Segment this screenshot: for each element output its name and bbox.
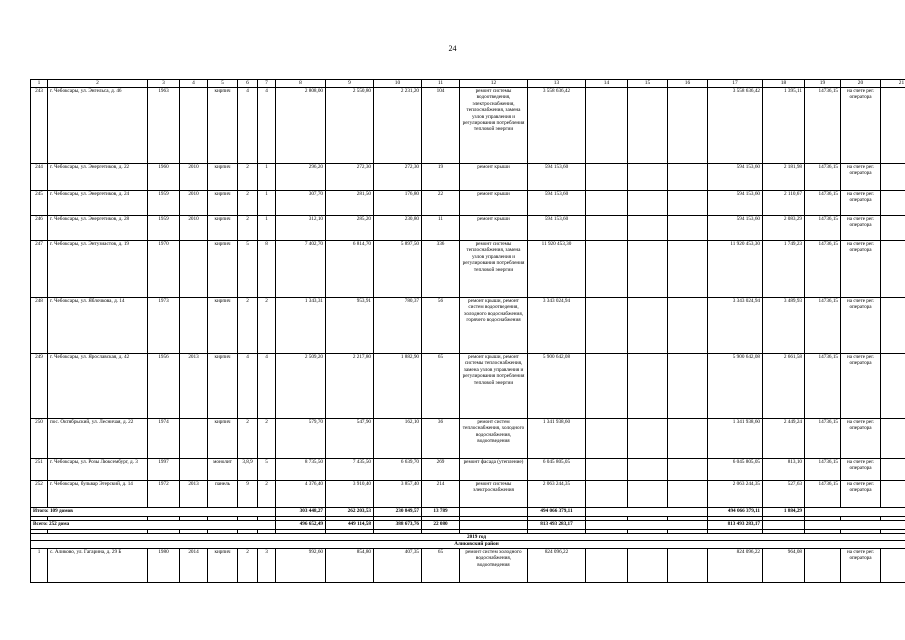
- cell-fund-account: на счете рег. оператора: [841, 216, 881, 241]
- cell-unit-cost: 2 110,67: [763, 191, 805, 216]
- cell-total-area: 8 735,50: [276, 459, 326, 481]
- cell-residents-count: 13 789: [422, 508, 460, 517]
- cell-empty-cell: [628, 548, 668, 582]
- cell-limit-cost: 14736,15: [805, 481, 841, 508]
- cell-floors: 2: [238, 298, 258, 354]
- cell-empty-cell: [668, 88, 708, 164]
- column-number: 17: [708, 80, 763, 88]
- table-row: [31, 548, 905, 582]
- cell-empty-cell: [668, 191, 708, 216]
- cell-floors: 2: [238, 548, 258, 582]
- cell-empty-cell: [460, 521, 528, 530]
- cell-fund-account: на счете рег. оператора: [841, 481, 881, 508]
- cell-living-area: 3 857,40: [374, 481, 422, 508]
- cell-floors: 3,8,9: [238, 459, 258, 481]
- cell-premises-area: 7 435,50: [326, 459, 374, 481]
- cell-year-built: 1973: [148, 298, 180, 354]
- cell-address: г. Чебоксары, ул. Энергетиков, д. 22: [48, 164, 148, 191]
- cell-repair-works: ремонт крыши: [460, 191, 528, 216]
- cell-living-area: 2 231,20: [374, 88, 422, 164]
- cell-fund-account: на счете рег. оператора: [841, 191, 881, 216]
- cell-premises-area: 547,90: [326, 419, 374, 459]
- cell-living-area: 780,37: [374, 298, 422, 354]
- cell-year-built: 1960: [148, 164, 180, 191]
- section-year: 2019 год: [31, 534, 905, 541]
- cell-floors: 2: [238, 419, 258, 459]
- cell-empty-cell: [628, 481, 668, 508]
- cell-year-built: 1959: [148, 216, 180, 241]
- cell-residents-count: 65: [422, 354, 460, 419]
- column-number: 1: [31, 80, 48, 88]
- cell-fund-account: на счете рег. оператора: [841, 298, 881, 354]
- cell-repair-works: ремонт крыши, ремонт систем водоотведения, холодного водоснабжения, горячего водоснабжения: [460, 298, 528, 354]
- column-number: 3: [148, 80, 180, 88]
- cell-total-cost: 6 045 805,05: [528, 459, 586, 481]
- cell-own-funds: 494 066 379,11: [708, 508, 763, 517]
- cell-entrances: 1: [258, 164, 276, 191]
- cell-premises-area: 854,80: [326, 548, 374, 582]
- section-district-row: [31, 541, 905, 548]
- cell-empty-cell: [586, 191, 628, 216]
- cell-entrances: 2: [258, 419, 276, 459]
- table-row: [31, 354, 905, 419]
- cell-empty-cell: [668, 164, 708, 191]
- cell-total-cost: 3 343 024,94: [528, 298, 586, 354]
- cell-entrances: 3: [258, 548, 276, 582]
- cell-fund-account: на счете рег. оператора: [841, 241, 881, 298]
- cell-empty-cell: [668, 419, 708, 459]
- repair-program-table: [30, 79, 905, 583]
- cell-wall-material: кирпич: [208, 164, 238, 191]
- cell-unit-cost: 1 884,29: [763, 508, 805, 517]
- cell-premises-area: 2 550,80: [326, 88, 374, 164]
- cell-total-area: 303 448,27: [276, 508, 326, 517]
- cell-own-funds: 594 153,60: [708, 191, 763, 216]
- cell-wall-material: кирпич: [208, 241, 238, 298]
- cell-entrances: 4: [258, 354, 276, 419]
- column-number: 7: [258, 80, 276, 88]
- column-number: 12: [460, 80, 528, 88]
- cell-floors: 2: [238, 164, 258, 191]
- cell-wall-material: кирпич: [208, 354, 238, 419]
- cell-repair-works: ремонт системы теплоснабжения, замена узлов управления и регулирования потребления тепловой энергии: [460, 241, 528, 298]
- cell-empty-cell: [586, 164, 628, 191]
- cell-total-cost: 494 066 379,11: [528, 508, 586, 517]
- cell-address: г. Чебоксары, ул. Розы Люксембург, д. 3: [48, 459, 148, 481]
- cell-repair-works: ремонт крыши, ремонт системы теплоснабжения, замена узлов управления и регулирования потребления тепловой энергии: [460, 354, 528, 419]
- cell-living-area: 162,10: [374, 419, 422, 459]
- cell-fund-account: на счете рег. оператора: [841, 88, 881, 164]
- cell-empty-cell: [586, 241, 628, 298]
- cell-year-rebuilt: 2010: [180, 216, 208, 241]
- cell-row-number: 243: [31, 88, 48, 164]
- column-number: 19: [805, 80, 841, 88]
- totals-row: [31, 508, 905, 517]
- cell-total-cost: 2 063 244,35: [528, 481, 586, 508]
- cell-limit-cost: 14736,15: [805, 216, 841, 241]
- cell-residents-count: 36: [422, 419, 460, 459]
- cell-year-built: 1997: [148, 459, 180, 481]
- cell-unit-cost: 527,63: [763, 481, 805, 508]
- cell-total-area: 4 376,40: [276, 481, 326, 508]
- cell-empty-cell: [586, 216, 628, 241]
- cell-total-area: 992,60: [276, 548, 326, 582]
- cell-living-area: 6 639,70: [374, 459, 422, 481]
- cell-residents-count: 22: [422, 191, 460, 216]
- column-number: 18: [763, 80, 805, 88]
- cell-year-rebuilt: [180, 459, 208, 481]
- table-row: [31, 164, 905, 191]
- cell-year-rebuilt: 2013: [180, 354, 208, 419]
- cell-address: г. Чебоксары, ул. Энтузиастов, д. 19: [48, 241, 148, 298]
- cell-empty-cell: [881, 419, 905, 459]
- cell-empty-cell: [881, 298, 905, 354]
- cell-empty-cell: [881, 241, 905, 298]
- column-numbers-row: [31, 80, 905, 88]
- cell-year-rebuilt: [180, 298, 208, 354]
- cell-address: г. Чебоксары, ул. Яблочкова, д. 14: [48, 298, 148, 354]
- cell-living-area: 230,80: [374, 216, 422, 241]
- cell-empty-cell: [668, 481, 708, 508]
- column-number: 20: [841, 80, 881, 88]
- cell-empty-cell: [628, 354, 668, 419]
- cell-repair-works: ремонт крыши: [460, 216, 528, 241]
- cell-premises-area: 3 910,40: [326, 481, 374, 508]
- cell-empty-cell: [586, 548, 628, 582]
- cell-total-area: 2 808,00: [276, 88, 326, 164]
- cell-empty-cell: [586, 459, 628, 481]
- cell-empty-cell: [586, 508, 708, 517]
- column-number: 11: [422, 80, 460, 88]
- cell-empty-cell: [668, 298, 708, 354]
- cell-repair-works: ремонт фасада (утепление): [460, 459, 528, 481]
- cell-total-cost: 11 920 453,30: [528, 241, 586, 298]
- cell-total-cost: 594 153,60: [528, 216, 586, 241]
- cell-year-rebuilt: 2014: [180, 548, 208, 582]
- table-row: [31, 88, 905, 164]
- column-number: 15: [628, 80, 668, 88]
- cell-totals-label: Итого: 109 домов: [31, 508, 276, 517]
- cell-residents-count: 22 080: [422, 521, 460, 530]
- cell-total-cost: 1 341 938,60: [528, 419, 586, 459]
- cell-empty-cell: [668, 548, 708, 582]
- cell-residents-count: 19: [422, 164, 460, 191]
- cell-premises-area: 262 203,53: [326, 508, 374, 517]
- column-number: 14: [586, 80, 628, 88]
- cell-floors: 4: [238, 88, 258, 164]
- cell-entrances: 8: [258, 241, 276, 298]
- cell-fund-account: на счете рег. оператора: [841, 419, 881, 459]
- cell-living-area: 230 849,57: [374, 508, 422, 517]
- cell-totals-label: Всего: 252 дома: [31, 521, 276, 530]
- cell-own-funds: 5 900 642,08: [708, 354, 763, 419]
- cell-year-rebuilt: 2013: [180, 481, 208, 508]
- cell-total-area: 579,70: [276, 419, 326, 459]
- cell-entrances: 5: [258, 459, 276, 481]
- cell-entrances: 1: [258, 216, 276, 241]
- cell-fund-account: на счете рег. оператора: [841, 164, 881, 191]
- cell-limit-cost: 14736,15: [805, 354, 841, 419]
- column-number: 16: [668, 80, 708, 88]
- cell-empty-cell: [805, 521, 905, 530]
- cell-own-funds: 813 493 283,17: [708, 521, 763, 530]
- cell-fund-account: на счете рег. оператора: [841, 459, 881, 481]
- cell-living-area: 388 673,76: [374, 521, 422, 530]
- cell-residents-count: 11: [422, 216, 460, 241]
- cell-empty-cell: [586, 354, 628, 419]
- table-row: [31, 419, 905, 459]
- cell-total-cost: 594 153,60: [528, 164, 586, 191]
- cell-year-built: 1959: [148, 191, 180, 216]
- cell-living-area: 176,80: [374, 191, 422, 216]
- cell-wall-material: кирпич: [208, 216, 238, 241]
- cell-total-cost: 813 493 283,17: [528, 521, 586, 530]
- cell-empty-cell: [628, 241, 668, 298]
- cell-own-funds: 2 063 244,35: [708, 481, 763, 508]
- cell-unit-cost: 2 661,58: [763, 354, 805, 419]
- cell-fund-account: на счете рег. оператора: [841, 548, 881, 582]
- cell-wall-material: кирпич: [208, 298, 238, 354]
- cell-repair-works: ремонт системы водоотведения, электроснабжения, теплоснабжения, замена узлов управления и регулирования потребления тепловой энергии: [460, 88, 528, 164]
- cell-own-funds: 3 343 024,94: [708, 298, 763, 354]
- cell-unit-cost: 2 083,29: [763, 216, 805, 241]
- cell-repair-works: ремонт систем теплоснабжения, холодного водоснабжения, водоотведения: [460, 419, 528, 459]
- cell-unit-cost: 2 449,24: [763, 419, 805, 459]
- cell-total-area: 296,20: [276, 164, 326, 191]
- cell-empty-cell: [881, 459, 905, 481]
- cell-empty-cell: [586, 298, 628, 354]
- cell-year-rebuilt: 2010: [180, 164, 208, 191]
- page-number: 24: [448, 44, 457, 53]
- cell-residents-count: 269: [422, 459, 460, 481]
- cell-limit-cost: 14736,15: [805, 459, 841, 481]
- column-number: 5: [208, 80, 238, 88]
- cell-total-area: 496 652,49: [276, 521, 326, 530]
- cell-living-area: 272,30: [374, 164, 422, 191]
- cell-total-cost: 5 900 642,08: [528, 354, 586, 419]
- cell-unit-cost: [763, 521, 805, 530]
- cell-unit-cost: 1 749,23: [763, 241, 805, 298]
- table-row: [31, 298, 905, 354]
- cell-empty-cell: [628, 164, 668, 191]
- cell-empty-cell: [586, 419, 628, 459]
- cell-own-funds: 594 153,60: [708, 164, 763, 191]
- cell-empty-cell: [881, 481, 905, 508]
- cell-residents-count: 56: [422, 298, 460, 354]
- cell-empty-cell: [805, 508, 905, 517]
- cell-address: г. Чебоксары, ул. Энергетиков, д. 28: [48, 216, 148, 241]
- cell-empty-cell: [881, 354, 905, 419]
- cell-premises-area: 449 114,58: [326, 521, 374, 530]
- cell-floors: 9: [238, 481, 258, 508]
- cell-year-built: 1980: [148, 548, 180, 582]
- cell-premises-area: 285,20: [326, 216, 374, 241]
- cell-repair-works: ремонт систем холодного водоснабжения, водоотведения: [460, 548, 528, 582]
- cell-total-cost: 824 096,22: [528, 548, 586, 582]
- cell-residents-count: 336: [422, 241, 460, 298]
- cell-limit-cost: [805, 548, 841, 582]
- cell-limit-cost: 14736,15: [805, 241, 841, 298]
- cell-living-area: 5 897,50: [374, 241, 422, 298]
- cell-own-funds: 11 920 453,30: [708, 241, 763, 298]
- cell-limit-cost: 14736,15: [805, 419, 841, 459]
- totals-row: [31, 521, 905, 530]
- cell-residents-count: 104: [422, 88, 460, 164]
- cell-empty-cell: [628, 191, 668, 216]
- cell-premises-area: 2 217,80: [326, 354, 374, 419]
- cell-address: г. Чебоксары, ул. Энергетиков, д. 24: [48, 191, 148, 216]
- cell-limit-cost: 14736,15: [805, 191, 841, 216]
- table-row: [31, 459, 905, 481]
- cell-row-number: 245: [31, 191, 48, 216]
- cell-year-built: 1972: [148, 481, 180, 508]
- cell-address: с. Аликово, ул. Гагарина, д. 29 Б: [48, 548, 148, 582]
- cell-total-area: 1 343,31: [276, 298, 326, 354]
- cell-empty-cell: [668, 216, 708, 241]
- cell-wall-material: кирпич: [208, 191, 238, 216]
- cell-year-rebuilt: 2010: [180, 191, 208, 216]
- cell-empty-cell: [628, 88, 668, 164]
- cell-unit-cost: 1 395,11: [763, 88, 805, 164]
- cell-row-number: 247: [31, 241, 48, 298]
- column-number: 13: [528, 80, 586, 88]
- cell-row-number: 244: [31, 164, 48, 191]
- cell-wall-material: кирпич: [208, 88, 238, 164]
- cell-empty-cell: [586, 521, 708, 530]
- cell-premises-area: 953,91: [326, 298, 374, 354]
- cell-empty-cell: [668, 241, 708, 298]
- cell-year-rebuilt: [180, 88, 208, 164]
- cell-wall-material: монолит: [208, 459, 238, 481]
- cell-empty-cell: [881, 548, 905, 582]
- cell-total-area: 2 509,20: [276, 354, 326, 419]
- cell-repair-works: ремонт системы электроснабжения: [460, 481, 528, 508]
- cell-row-number: 246: [31, 216, 48, 241]
- table-row: [31, 241, 905, 298]
- cell-empty-cell: [628, 216, 668, 241]
- cell-empty-cell: [881, 191, 905, 216]
- cell-own-funds: 3 558 636,42: [708, 88, 763, 164]
- cell-unit-cost: 2 181,98: [763, 164, 805, 191]
- cell-entrances: 4: [258, 88, 276, 164]
- cell-limit-cost: 14736,15: [805, 88, 841, 164]
- column-number: 4: [180, 80, 208, 88]
- cell-year-built: 1956: [148, 354, 180, 419]
- cell-row-number: 250: [31, 419, 48, 459]
- cell-total-cost: 3 558 636,42: [528, 88, 586, 164]
- cell-empty-cell: [881, 164, 905, 191]
- cell-empty-cell: [668, 354, 708, 419]
- cell-address: пос. Октябрьский, ул. Лесничая, д. 22: [48, 419, 148, 459]
- cell-row-number: 252: [31, 481, 48, 508]
- cell-address: г. Чебоксары, ул. Ярославская, д. 42: [48, 354, 148, 419]
- cell-entrances: 2: [258, 298, 276, 354]
- section-district: Аликовский район: [31, 541, 905, 548]
- cell-row-number: 1: [31, 548, 48, 582]
- cell-wall-material: панель: [208, 481, 238, 508]
- cell-empty-cell: [460, 508, 528, 517]
- cell-unit-cost: 3 489,93: [763, 298, 805, 354]
- cell-own-funds: 594 153,60: [708, 216, 763, 241]
- column-number: 9: [326, 80, 374, 88]
- cell-floors: 2: [238, 191, 258, 216]
- cell-empty-cell: [881, 88, 905, 164]
- cell-repair-works: ремонт крыши: [460, 164, 528, 191]
- cell-floors: 2: [238, 216, 258, 241]
- cell-living-area: 1 882,90: [374, 354, 422, 419]
- column-number: 8: [276, 80, 326, 88]
- cell-empty-cell: [668, 459, 708, 481]
- column-number: 10: [374, 80, 422, 88]
- table-row: [31, 481, 905, 508]
- cell-total-area: 312,10: [276, 216, 326, 241]
- table-row: [31, 216, 905, 241]
- cell-living-area: 407,35: [374, 548, 422, 582]
- section-year-row: [31, 534, 905, 541]
- cell-empty-cell: [628, 419, 668, 459]
- cell-limit-cost: 14736,15: [805, 298, 841, 354]
- cell-year-built: 1963: [148, 88, 180, 164]
- cell-own-funds: 1 341 938,60: [708, 419, 763, 459]
- cell-empty-cell: [586, 481, 628, 508]
- cell-premises-area: 6 814,70: [326, 241, 374, 298]
- cell-limit-cost: 14736,15: [805, 164, 841, 191]
- cell-premises-area: 281,50: [326, 191, 374, 216]
- cell-year-built: 1970: [148, 241, 180, 298]
- cell-total-area: 7 402,70: [276, 241, 326, 298]
- cell-wall-material: кирпич: [208, 548, 238, 582]
- cell-address: г. Чебоксары, ул. Энгельса, д. 46: [48, 88, 148, 164]
- cell-own-funds: 824 096,22: [708, 548, 763, 582]
- cell-total-cost: 594 153,60: [528, 191, 586, 216]
- cell-address: г. Чебоксары, бульвар Эгерский, д. 14: [48, 481, 148, 508]
- cell-wall-material: кирпич: [208, 419, 238, 459]
- cell-row-number: 249: [31, 354, 48, 419]
- cell-row-number: 248: [31, 298, 48, 354]
- cell-year-rebuilt: [180, 419, 208, 459]
- cell-empty-cell: [628, 459, 668, 481]
- cell-entrances: 2: [258, 481, 276, 508]
- cell-fund-account: на счете рег. оператора: [841, 354, 881, 419]
- column-number: 2: [48, 80, 148, 88]
- cell-year-rebuilt: [180, 241, 208, 298]
- cell-floors: 4: [238, 354, 258, 419]
- cell-entrances: 1: [258, 191, 276, 216]
- cell-residents-count: 214: [422, 481, 460, 508]
- cell-year-built: 1974: [148, 419, 180, 459]
- column-number: 21: [881, 80, 905, 88]
- cell-empty-cell: [881, 216, 905, 241]
- cell-row-number: 251: [31, 459, 48, 481]
- cell-floors: 5: [238, 241, 258, 298]
- cell-empty-cell: [586, 88, 628, 164]
- cell-own-funds: 6 045 805,05: [708, 459, 763, 481]
- table-row: [31, 191, 905, 216]
- cell-empty-cell: [628, 298, 668, 354]
- cell-unit-cost: 964,08: [763, 548, 805, 582]
- cell-total-area: 307,70: [276, 191, 326, 216]
- cell-residents-count: 65: [422, 548, 460, 582]
- cell-premises-area: 272,30: [326, 164, 374, 191]
- cell-unit-cost: 813,10: [763, 459, 805, 481]
- column-number: 6: [238, 80, 258, 88]
